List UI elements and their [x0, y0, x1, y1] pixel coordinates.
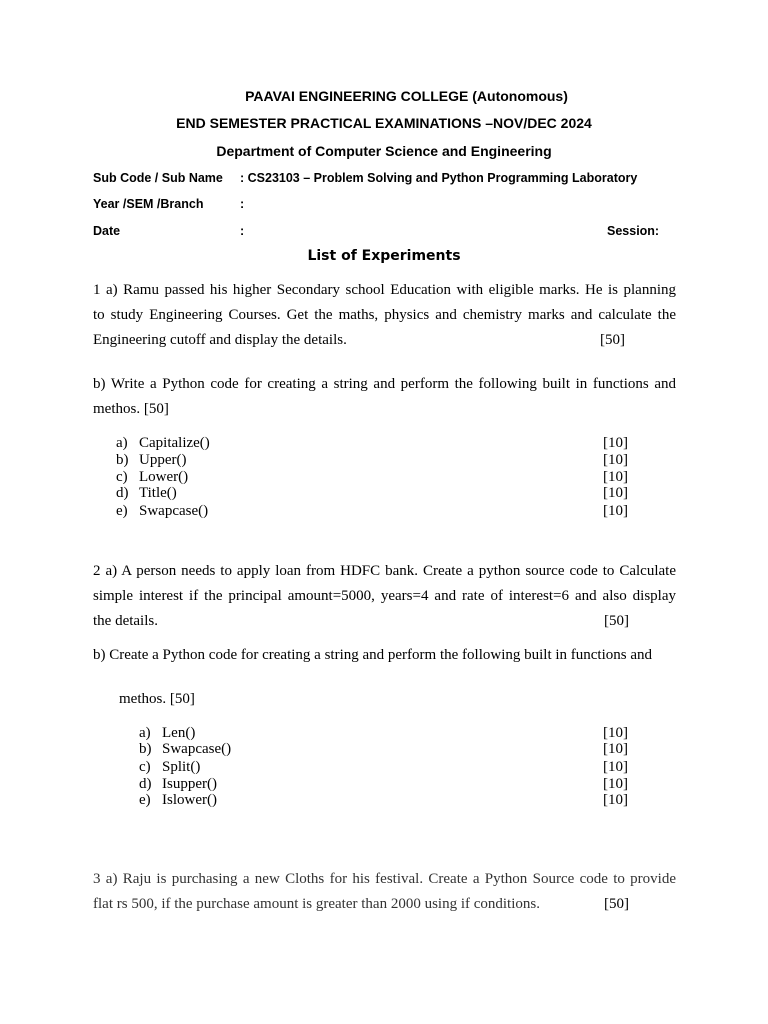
q1-b-line-2: methos. [50] — [93, 401, 169, 417]
session-label: Session: — [607, 224, 660, 238]
date-value: : — [240, 224, 245, 238]
year-sem-label: Year /SEM /Branch — [93, 197, 204, 211]
q2-item-marks: [10] — [603, 725, 628, 741]
q1-item-letter: a) — [116, 435, 128, 451]
q2-item-text: Len() — [162, 725, 196, 741]
q2-a-marks: [50] — [604, 613, 629, 629]
q1-item-marks: [10] — [603, 485, 628, 501]
department-title: Department of Computer Science and Engineering — [216, 143, 552, 159]
q1-a-marks: [50] — [600, 332, 625, 348]
year-sem-value: : — [240, 197, 245, 211]
q1-b-line-1: b) Write a Python code for creating a string and perform the following built in functions and — [93, 376, 676, 392]
q1-item-marks: [10] — [603, 435, 628, 451]
q1-item-letter: e) — [116, 503, 128, 519]
q1-a-line-2: to study Engineering Courses. Get the maths, physics and chemistry marks and calculate the — [93, 307, 676, 323]
q1-item-letter: b) — [116, 452, 129, 468]
sub-code-value: : CS23103 – Problem Solving and Python Programming Laboratory — [240, 171, 638, 185]
q2-a-line-1: 2 a) A person needs to apply loan from HDFC bank. Create a python source code to Calculate — [93, 563, 676, 579]
q2-item-text: Islower() — [162, 792, 217, 808]
sub-code-label: Sub Code / Sub Name — [93, 171, 223, 185]
q2-item-marks: [10] — [603, 741, 628, 757]
q1-item-text: Lower() — [139, 469, 189, 485]
q2-item-letter: b) — [139, 741, 152, 757]
q2-item-text: Split() — [162, 759, 201, 775]
q2-item-letter: c) — [139, 759, 151, 775]
q1-item-letter: d) — [116, 485, 129, 501]
q3-a-line-2: flat rs 500, if the purchase amount is greater than 2000 using if conditions. — [93, 896, 540, 912]
q2-item-marks: [10] — [603, 792, 628, 808]
date-label: Date — [93, 224, 121, 238]
q1-item-marks: [10] — [603, 469, 628, 485]
college-name: PAAVAI ENGINEERING COLLEGE (Autonomous) — [245, 88, 568, 104]
q2-item-text: Isupper() — [162, 776, 217, 792]
q1-item-text: Title() — [139, 485, 177, 501]
q1-item-letter: c) — [116, 469, 128, 485]
q1-a-line-3: Engineering cutoff and display the details. — [93, 332, 347, 348]
q2-item-marks: [10] — [603, 776, 628, 792]
q1-item-marks: [10] — [603, 503, 628, 519]
q3-a-marks: [50] — [604, 896, 629, 912]
q1-a-line-1: 1 a) Ramu passed his higher Secondary school Education with eligible marks. He is planning — [93, 282, 676, 298]
q2-item-letter: a) — [139, 725, 151, 741]
q1-item-text: Capitalize() — [139, 435, 210, 451]
q2-a-line-3: the details. — [93, 613, 158, 629]
q2-item-text: Swapcase() — [162, 741, 232, 757]
q2-b-line-2: methos. [50] — [119, 691, 195, 707]
q2-item-letter: d) — [139, 776, 152, 792]
q3-a-line-1: 3 a) Raju is purchasing a new Cloths for his festival. Create a Python Source code to provide — [93, 871, 676, 887]
exam-title: END SEMESTER PRACTICAL EXAMINATIONS –NOV/DEC 2024 — [176, 115, 592, 131]
q1-item-text: Upper() — [139, 452, 187, 468]
q2-item-marks: [10] — [603, 759, 628, 775]
q2-b-line-1: b) Create a Python code for creating a string and perform the following built in functions and — [93, 647, 653, 663]
q2-item-letter: e) — [139, 792, 151, 808]
q1-item-marks: [10] — [603, 452, 628, 468]
list-title: List of Experiments — [307, 248, 461, 264]
q2-a-line-2: simple interest if the principal amount=5000, years=4 and rate of interest=6 and also display — [93, 588, 676, 604]
q1-item-text: Swapcase() — [139, 503, 209, 519]
